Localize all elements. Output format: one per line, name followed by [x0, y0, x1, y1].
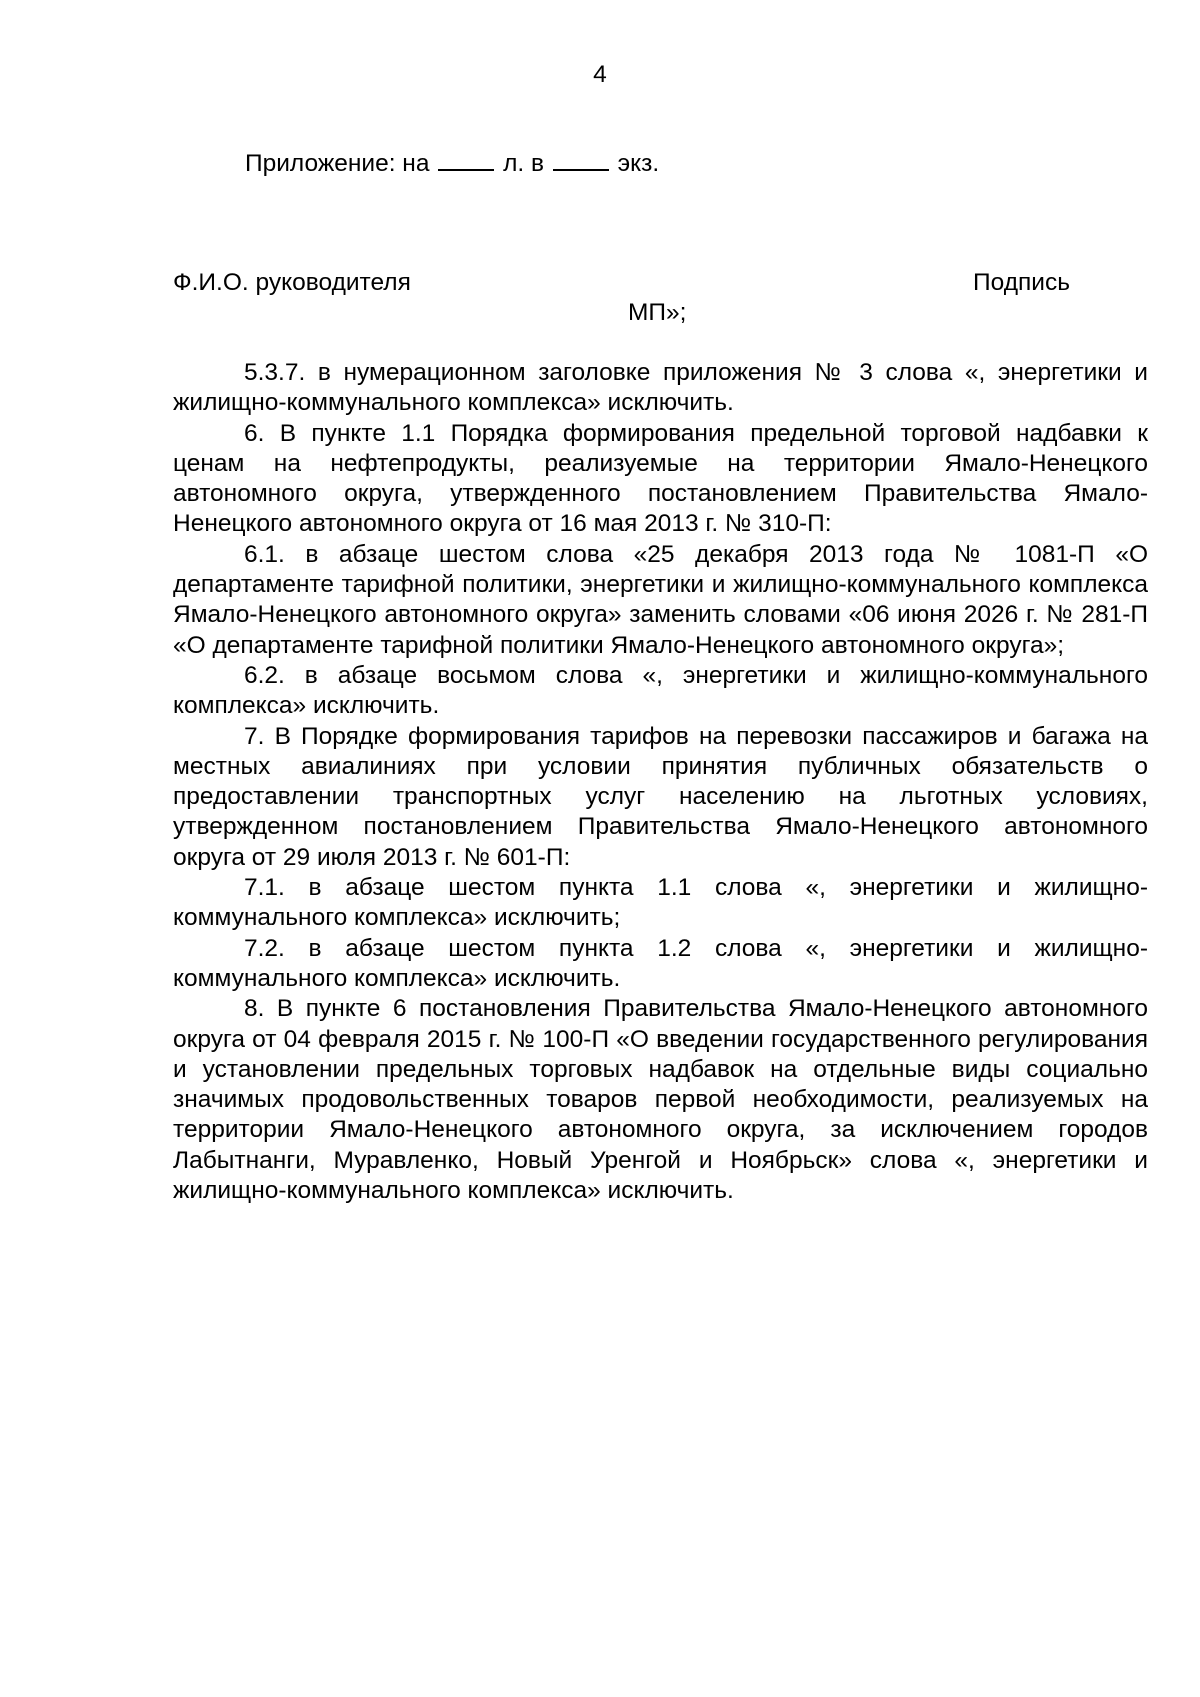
- paragraph-8: 8. В пункте 6 постановления Правительства Ямало-Ненецкого автономного округа от 04 февраля 2015 г. № 100-П «О введении государственного регулирования и установлении предельных торговых надбавок на отдельные виды социально значимых продовольственных товаров первой необходимости, реализуемых на территории Ямало-Ненецкого автономного округа, за исключением городов Лабытнанги, Муравленко, Новый Уренгой и Ноябрьск» слова «, энергетики и жилищно-коммунального комплекса» исключить.: [173, 995, 1148, 1205]
- paragraph-6-2: 6.2. в абзаце восьмом слова «, энергетики и жилищно-коммунального комплекса» исключить.: [173, 661, 1148, 720]
- page-number: 4: [593, 61, 607, 88]
- paragraph-7-1: 7.1. в абзаце шестом пункта 1.1 слова «, энергетики и жилищно-коммунального комплекса» исключить;: [173, 874, 1148, 932]
- attachment-prefix: Приложение: на: [245, 150, 430, 177]
- paragraph-7-2: 7.2. в абзаце шестом пункта 1.2 слова «, энергетики и жилищно-коммунального комплекса» исключить.: [173, 934, 1148, 992]
- paragraph-7: 7. В Порядке формирования тарифов на перевозки пассажиров и багажа на местных авиалиниях при условии принятия публичных обязательств о предоставлении транспортных услуг населению на льготных условиях, утвержденном постановлением Правительства Ямало-Ненецкого автономного округа от 29 июля 2013 г. № 601-П:: [173, 722, 1148, 871]
- paragraph-6-1: 6.1. в абзаце шестом слова «25 декабря 2013 года № 1081-П «О департаменте тарифной политики, энергетики и жилищно-коммунального комплекса Ямало-Ненецкого автономного округа» заменить словами «06 июня 2026 г. № 281-П «О департаменте тарифной политики Ямало-Ненецкого автономного округа»;: [173, 540, 1148, 659]
- signature-label: Подпись: [973, 269, 1070, 296]
- attachment-suffix: экз.: [617, 150, 660, 177]
- paragraph-6: 6. В пункте 1.1 Порядка формирования предельной торговой надбавки к ценам на нефтепродукты, реализуемые на территории Ямало-Ненецкого автономного округа, утвержденного постановлением Правительства Ямало-Ненецкого автономного округа от 16 мая 2013 г. № 310-П:: [173, 419, 1148, 538]
- stamp-label: МП»;: [628, 299, 687, 326]
- document-body: [173, 358, 1148, 1206]
- sheets-blank-field: [438, 147, 494, 171]
- copies-blank-field: [553, 147, 609, 171]
- head-name-label: Ф.И.О. руководителя: [173, 269, 411, 296]
- attachment-line: [245, 147, 659, 179]
- attachment-middle: л. в: [503, 150, 545, 177]
- paragraph-5-3-7: 5.3.7. в нумерационном заголовке приложения № 3 слова «, энергетики и жилищно-коммунального комплекса» исключить.: [173, 359, 1148, 417]
